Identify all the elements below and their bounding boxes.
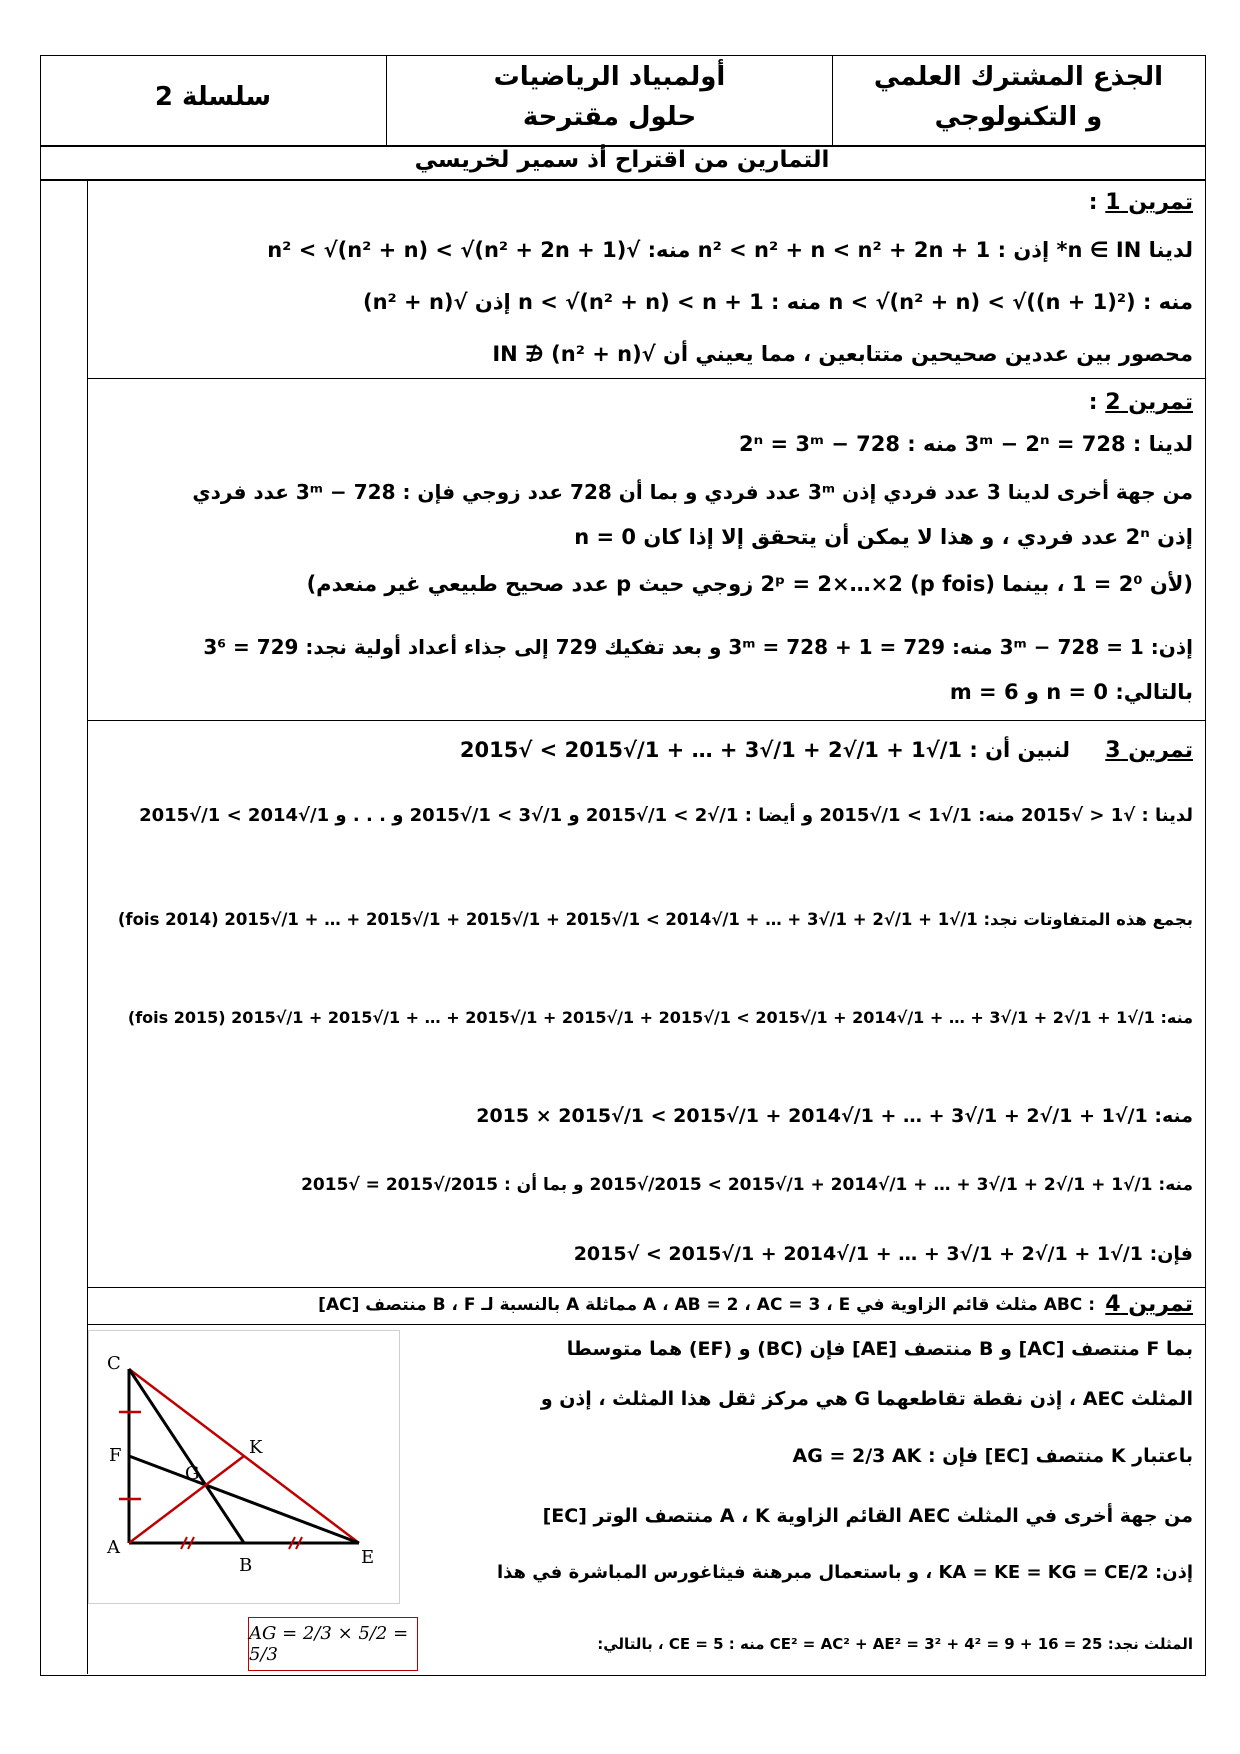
ex3-line5: منه: 1/√1 + 1/√2 + 1/√3 + … + 1/√2014 + 1/√2015 > 1/√2015 × 2015 <box>476 1105 1193 1127</box>
ex4-title: تمرين 4 <box>1105 1292 1193 1317</box>
ex3-title: تمرين 3 <box>1105 738 1193 763</box>
label-f: F <box>109 1445 122 1466</box>
ex4-line2: المثلث AEC ، إذن نقطة تقاطعهما G هي مركز ثقل هذا المثلث ، إذن و <box>540 1388 1193 1410</box>
series-label: سلسلة 2 <box>154 82 272 112</box>
ex1-line3: محصور بين عددين صحيحين متتابعين ، مما يعيني أن √(n² + n) ∉ IN <box>492 342 1193 366</box>
separator <box>87 1287 1205 1288</box>
separator <box>87 378 1205 379</box>
ex3-line2: لدينا : √1 < √2015 منه: 1/√1 > 1/√2015 و أيضا : 1/√2 > 1/√2015 و 1/√3 > 1/√2015 و . . . و 1/√2014 > 1/√2015 <box>139 805 1193 826</box>
ex3-line4: منه: 1/√1 + 1/√2 + 1/√3 + … + 1/√2014 + 1/√2015 > 1/√2015 + 1/√2015 + 1/√2015 + … + 1/√2015 + 1/√2015 (2015 fois) <box>127 1008 1193 1027</box>
median-fe <box>129 1456 359 1543</box>
label-b: B <box>239 1555 253 1576</box>
ex1-line2: منه : n < √(n² + n) < √((n + 1)²) منه : n < √(n² + n) < n + 1 إذن √(n² + n) <box>362 290 1193 314</box>
label-k: K <box>249 1437 263 1458</box>
label-a: A <box>107 1537 120 1558</box>
ex2-line5: إذن: 3ᵐ − 728 = 1 منه: 3ᵐ = 728 + 1 = 729 و بعد تفكيك 729 إلى جذاء أعداد أولية نجد: 729 = 3⁶ <box>203 635 1193 659</box>
result-formula: AG = 2/3 × 5/2 = 5/3 <box>249 1623 409 1665</box>
ex4-line6: المثلث نجد: CE² = AC² + AE² = 3² + 4² = 9 + 16 = 25 منه : CE = 5 ، بالتالي: <box>597 1635 1193 1653</box>
separator <box>87 1324 1205 1325</box>
ex4-line4: من جهة أخرى في المثلث AEC القائم الزاوية A ، K منتصف الوتر [EC] <box>542 1505 1193 1527</box>
ex1-title: تمرين 1 : <box>1088 190 1193 215</box>
label-g: G <box>185 1463 200 1484</box>
label-c: C <box>107 1353 121 1374</box>
ex2-line3: إذن 2ⁿ عدد فردي ، و هذا لا يمكن أن يتحقق إلا إذا كان n = 0 <box>574 525 1193 549</box>
triangle-figure <box>88 1330 400 1604</box>
ex3-line1: لنبين أن : 1/√1 + 1/√2 + 1/√3 + … + 1/√2015 > √2015 <box>459 738 1070 762</box>
olympiad-title: أولمبياد الرياضيات <box>493 62 726 92</box>
ex4-statement: : ABC مثلث قائم الزاوية في A ، AB = 2 ، AC = 3 ، E مماثلة A بالنسبة لـ B ، F منتصف [AC] <box>318 1295 1095 1315</box>
solutions-title: حلول مقترحة <box>522 102 697 132</box>
ex1-line1: لدينا n ∈ IN* إذن : n² < n² + n < n² + 2n + 1 منه: √n² < √(n² + n) < √(n² + 2n + 1) <box>267 238 1193 262</box>
level-line2: و التكنولوجي <box>934 102 1103 132</box>
ex3-line3: بجمع هذه المتفاوتات نجد: 1/√1 + 1/√2 + 1/√3 + … + 1/√2014 > 1/√2015 + 1/√2015 + 1/√2015 + … + 1/√2015 (2014 fois) <box>117 910 1193 929</box>
median-cb <box>129 1369 244 1543</box>
ex2-title: تمرين 2 : <box>1088 390 1193 415</box>
author-subtitle: التمارين من اقتراح أذ سمير لخريسي <box>414 147 830 173</box>
ex2-line2: من جهة أخرى لدينا 3 عدد فردي إذن 3ᵐ عدد فردي و بما أن 728 عدد زوجي فإن : 3ᵐ − 728 عدد فردي <box>192 480 1193 504</box>
ex4-line1: بما F منتصف [AC] و B منتصف [AE] فإن (BC) و (EF) هما متوسطا <box>566 1338 1193 1360</box>
ex2-line1: لدينا : 3ᵐ − 2ⁿ = 728 منه : 2ⁿ = 3ᵐ − 728 <box>738 432 1193 456</box>
triangle-svg <box>89 1331 399 1603</box>
ex4-line3: باعتبار K منتصف [EC] فإن : AG = 2/3 AK <box>792 1445 1193 1467</box>
ex3-line7: فإن: 1/√1 + 1/√2 + 1/√3 + … + 1/√2014 + 1/√2015 > √2015 <box>573 1243 1193 1265</box>
result-box <box>248 1617 418 1671</box>
ex4-line5: إذن: KA = KE = KG = CE/2 ، و باستعمال مبرهنة فيثاغورس المباشرة في هذا <box>496 1562 1193 1583</box>
ex3-line6: منه: 1/√1 + 1/√2 + 1/√3 + … + 1/√2014 + 1/√2015 > 2015/√2015 و بما أن : 2015/√2015 = √2015 <box>301 1175 1193 1195</box>
level-line1: الجذع المشترك العلمي <box>873 62 1164 92</box>
label-e: E <box>361 1547 375 1568</box>
ex2-line4: (لأن 2⁰ = 1 ، بينما 2ᵖ = 2×…×2 (p fois) زوجي حيث p عدد صحيح طبيعي غير منعدم) <box>306 572 1193 596</box>
ex2-line6: بالتالي: n = 0 و m = 6 <box>949 680 1193 704</box>
separator <box>87 720 1205 721</box>
